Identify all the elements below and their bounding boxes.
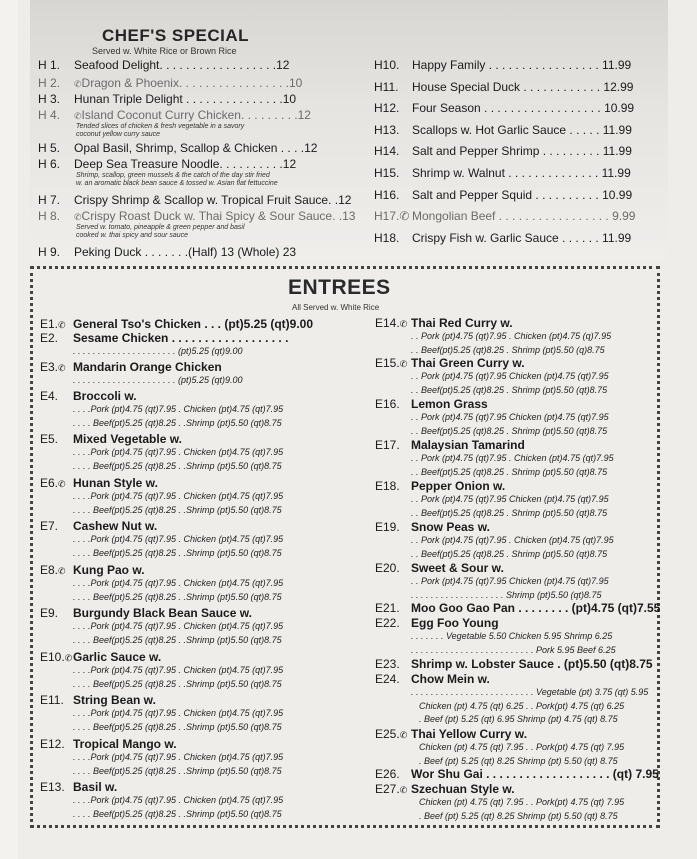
entree-item — [40, 432, 182, 446]
entree-item — [375, 356, 525, 370]
item-code — [375, 561, 411, 575]
price-line: Chicken (pt) 4.75 (qt) 7.95 . . Pork(pt) 4.75 (qt) 7.95 — [419, 742, 625, 752]
item-name: Hunan Style w. — [73, 476, 158, 490]
item-code — [374, 231, 412, 245]
item-name: Opal Basil, Shrimp, Scallop & Chicken . . . .12 — [74, 141, 318, 155]
menu-item — [374, 80, 633, 94]
item-name: Sweet & Sour w. — [411, 561, 504, 575]
item-code-text: E1. — [40, 317, 59, 331]
item-code-text: E2. — [40, 331, 59, 345]
item-code-text: E23. — [375, 657, 400, 671]
menu-item — [374, 144, 632, 158]
item-name: Garlic Sauce w. — [73, 650, 162, 664]
item-code: H 6. — [38, 157, 61, 171]
item-code: H 5. — [38, 141, 61, 155]
entree-item — [375, 520, 490, 534]
item-code — [375, 672, 411, 686]
item-code: H 9. — [38, 245, 61, 259]
item-name: General Tso's Chicken . . . (pt)5.25 (qt)9.00 — [73, 317, 314, 331]
menu-item — [38, 108, 311, 122]
entree-item — [375, 782, 515, 796]
menu-item — [38, 76, 302, 90]
item-code — [40, 563, 73, 577]
item-name: Dragon & Phoenix. . . . . . . . . . . . . . . . .10 — [81, 76, 303, 90]
item-name: Thai Red Curry w. — [411, 316, 513, 330]
item-name: Pepper Onion w. — [411, 479, 506, 493]
item-name: Thai Yellow Curry w. — [411, 727, 528, 741]
price-line: . . Beef(pt)5.25 (qt)8.25 . Shrimp (pt)5.50 (q)8.75 — [411, 344, 605, 355]
item-code-text: E17. — [375, 438, 400, 452]
item-code — [374, 80, 412, 94]
menu-item — [374, 123, 632, 137]
item-code — [375, 767, 411, 781]
item-name: Island Coconut Curry Chicken. . . . . . . . .12 — [81, 108, 311, 122]
price-line: . . . . Beef(pt)5.25 (qt)8.25 . .Shrimp (pt)5.50 (qt)8.75 — [73, 678, 282, 689]
item-code-text: E8. — [40, 563, 59, 577]
item-code — [375, 356, 411, 370]
item-code-text: H14. — [374, 144, 400, 159]
item-name: Burgundy Black Bean Sauce w. — [73, 606, 252, 620]
item-code — [375, 479, 411, 493]
item-code — [375, 520, 411, 534]
chef-special-subtitle: Served w. White Rice or Brown Rice — [92, 46, 237, 56]
item-code — [375, 727, 411, 741]
entree-item — [375, 657, 653, 671]
item-name: Broccoli w. — [73, 389, 137, 403]
price-line: . . . . . . . . . . . . . . . . . . . Shrimp (pt)5.50 (qt)8.75 — [411, 589, 602, 600]
item-code: H 8. — [38, 209, 61, 223]
item-name: Lemon Grass — [411, 397, 488, 411]
item-name: Happy Family . . . . . . . . . . . . . . . . . 11.99 — [412, 58, 632, 72]
item-code-text: H18. — [374, 230, 400, 245]
item-description: cooked w. thai spicy and sour sauce — [76, 232, 189, 239]
spicy-icon: ✆ — [399, 209, 410, 224]
price-line: . . . .Pork (pt)4.75 (qt)7.95 . Chicken (pt)4.75 (qt)7.95 — [73, 447, 284, 457]
price-line: . . . . . . . . . . . . . . . . . . . . . (pt)5.25 (qt)9.00 — [73, 346, 243, 356]
price-line: . . . .Pork (pt)4.75 (qt)7.95 . Chicken (pt)4.75 (qt)7.95 — [73, 708, 284, 718]
menu-item — [38, 245, 296, 259]
item-code-text: E19. — [375, 520, 400, 534]
item-name: Deep Sea Treasure Noodle. . . . . . . . . .12 — [74, 157, 297, 171]
item-code — [40, 389, 73, 403]
item-code — [375, 601, 411, 615]
item-name: Malaysian Tamarind — [411, 438, 525, 452]
item-code — [374, 209, 412, 223]
item-code-text: E22. — [375, 616, 400, 630]
item-code-text: H12. — [374, 101, 400, 116]
item-code-text: E20. — [375, 561, 400, 575]
item-code-text: H13. — [374, 122, 400, 137]
price-line: . . . .Pork (pt)4.75 (qt)7.95 . Chicken (pt)4.75 (qt)7.95 — [73, 491, 284, 501]
menu-item — [374, 188, 632, 202]
item-code-text: E6. — [40, 476, 59, 490]
item-name: Tropical Mango w. — [73, 737, 177, 751]
item-code: H 2. — [38, 76, 61, 90]
item-code-text: E15. — [375, 356, 400, 370]
item-name: Egg Foo Young — [411, 616, 499, 630]
price-line: . . Beef(pt)5.25 (qt)8.25 . Shrimp (pt)5.50 (qt)8.75 — [411, 548, 608, 559]
entrees-title: ENTREES — [288, 276, 391, 299]
price-line: . . . .Pork (pt)4.75 (qt)7.95 . Chicken (pt)4.75 (qt)7.95 — [73, 752, 284, 762]
price-line: . . . . Beef(pt)5.25 (qt)8.25 . .Shrimp (pt)5.50 (qt)8.75 — [73, 591, 282, 602]
spicy-icon: ✆ — [74, 79, 82, 89]
price-line: . . Beef(pt)5.25 (qt)8.25 . Shrimp (pt)5.50 (qt)8.75 — [411, 507, 608, 518]
menu-item — [38, 157, 296, 171]
price-line: Chicken (pt) 4.75 (qt) 6.25 . . Pork(pt) 4.75 (qt) 6.25 — [419, 700, 625, 711]
item-name: Chow Mein w. — [411, 672, 490, 686]
item-code-text: E5. — [40, 432, 59, 446]
menu-item — [374, 101, 634, 115]
item-code-text: E18. — [375, 479, 400, 493]
price-line: . Beef (pt) 5.25 (qt) 8.25 Shrimp (pt) 5.50 (qt) 8.75 — [419, 755, 618, 766]
item-code — [374, 58, 412, 72]
item-code: H 7. — [38, 193, 61, 207]
item-code — [40, 650, 73, 664]
menu-item — [38, 92, 296, 106]
item-code-text: E14. — [375, 316, 400, 330]
menu-item — [374, 58, 631, 72]
item-name: Salt and Pepper Squid . . . . . . . . . . 10.99 — [412, 187, 633, 202]
menu-item — [374, 166, 631, 180]
menu-item — [38, 193, 351, 207]
item-name: Wor Shu Gai . . . . . . . . . . . . . . . . . . . (qt) 7.95 — [411, 767, 659, 781]
price-line: . . Pork (pt)4.75 (qt)7.95 . Chicken (pt)4.75 (qt)7.95 — [411, 453, 614, 463]
spicy-icon: ✆ — [58, 320, 66, 330]
entree-item — [375, 316, 513, 330]
item-name: Scallops w. Hot Garlic Sauce . . . . . 11.99 — [412, 122, 632, 137]
spicy-icon: ✆ — [399, 785, 408, 795]
item-code — [375, 316, 411, 330]
entree-item — [40, 650, 161, 664]
price-line: . . Beef(pt)5.25 (qt)8.25 . Shrimp (pt)5.50 (qt)8.75 — [411, 384, 608, 395]
entree-item — [40, 606, 252, 620]
price-line: . . Pork (pt)4.75 (qt)7.95 . Chicken (pt)4.75 (qt)7.95 — [411, 535, 614, 545]
menu-item — [374, 209, 635, 223]
item-code-text: E26. — [375, 767, 400, 781]
entree-item — [375, 561, 504, 575]
item-code-text: H11. — [374, 79, 399, 94]
item-name: Snow Peas w. — [411, 520, 490, 534]
item-code: H 1. — [38, 58, 61, 72]
entree-item — [40, 476, 158, 490]
item-code — [40, 432, 73, 446]
spicy-icon: ✆ — [74, 212, 82, 222]
item-name: Peking Duck . . . . . . .(Half) 13 (Whole) 23 — [74, 245, 297, 259]
entree-item — [375, 479, 505, 493]
item-code — [374, 188, 412, 202]
item-name: Crispy Fish w. Garlic Sauce . . . . . . 11.99 — [412, 230, 632, 245]
item-description: w. an aromatic black bean sauce & tossed w. Asian flat fettuccine — [76, 180, 278, 187]
item-code-text: E13. — [40, 780, 65, 794]
item-description: Shrimp, scallop, green mussels & the catch of the day stir fried — [76, 172, 270, 179]
price-line: . . . . Beef(pt)5.25 (qt)8.25 . .Shrimp (pt)5.50 (qt)8.75 — [73, 721, 282, 732]
spicy-icon: ✆ — [58, 566, 66, 576]
item-description: Tended slices of chicken & fresh vegetable in a savory — [76, 123, 245, 130]
item-name: Basil w. — [73, 780, 118, 794]
price-line: . . . . Beef(pt)5.25 (qt)8.25 . .Shrimp (pt)5.50 (qt)8.75 — [73, 808, 282, 819]
item-code — [374, 123, 412, 137]
entree-item — [40, 519, 157, 533]
entrees-subtitle: All Served w. White Rice — [292, 303, 380, 312]
price-line: . . . .Pork (pt)4.75 (qt)7.95 . Chicken (pt)4.75 (qt)7.95 — [73, 665, 284, 675]
spicy-icon: ✆ — [58, 479, 66, 489]
item-code — [40, 476, 73, 490]
item-name: Crispy Shrimp & Scallop w. Tropical Fruit Sauce. .12 — [74, 193, 352, 207]
price-line: . . . . Beef(pt)5.25 (qt)8.25 . .Shrimp (pt)5.50 (qt)8.75 — [73, 504, 282, 515]
item-name: Szechuan Style w. — [411, 782, 515, 796]
entree-item — [375, 616, 499, 630]
item-code-text: E24. — [375, 672, 400, 686]
item-name: House Special Duck . . . . . . . . . . . . 12.99 — [412, 79, 634, 94]
chef-special-title: CHEF'S SPECIAL — [102, 26, 250, 45]
item-code-text: E9. — [40, 606, 59, 620]
item-code-text: E4. — [40, 389, 59, 403]
item-code-text: E21. — [375, 601, 400, 615]
entree-item — [375, 672, 490, 686]
price-line: . . Beef(pt)5.25 (qt)8.25 . Shrimp (pt)5.50 (qt)8.75 — [411, 425, 608, 436]
item-name: String Bean w. — [73, 693, 156, 707]
entree-item — [40, 563, 145, 577]
price-line: . . . .Pork (pt)4.75 (qt)7.95 . Chicken (pt)4.75 (qt)7.95 — [73, 795, 284, 805]
item-name: Four Season . . . . . . . . . . . . . . . . . . 10.99 — [412, 101, 635, 116]
price-line: . . . . Beef(pt)5.25 (qt)8.25 . .Shrimp (pt)5.50 (qt)8.75 — [73, 765, 282, 776]
item-code-text: E12. — [40, 737, 65, 751]
spicy-icon: ✆ — [58, 363, 66, 373]
menu-item — [38, 209, 355, 223]
entree-item — [40, 389, 137, 403]
item-code-text: E11. — [40, 693, 64, 707]
item-name: Mixed Vegetable w. — [73, 432, 182, 446]
item-name: Thai Green Curry w. — [411, 356, 525, 370]
entree-item — [40, 331, 288, 345]
entree-item — [40, 360, 222, 374]
item-code-text: E10. — [40, 650, 65, 664]
item-code-text: E3. — [40, 360, 59, 374]
entree-item — [375, 397, 488, 411]
item-code-text: H10. — [374, 58, 400, 72]
price-line: . . Pork (pt)4.75 (qt)7.95 Chicken (pt)4.75 (qt)7.95 — [411, 371, 609, 381]
item-name: Salt and Pepper Shrimp . . . . . . . . . 11.99 — [412, 144, 632, 159]
entree-item — [40, 737, 177, 751]
spicy-icon: ✆ — [64, 653, 73, 663]
spicy-icon: ✆ — [399, 359, 408, 369]
item-code — [375, 397, 411, 411]
price-line: . . Pork (pt)4.75 (qt)7.95 Chicken (pt)4.75 (qt)7.95 — [411, 494, 609, 504]
item-name: Cashew Nut w. — [73, 519, 158, 533]
spicy-icon: ✆ — [74, 111, 82, 121]
item-description: coconut yellow curry sauce — [76, 131, 161, 138]
entree-item — [40, 693, 156, 707]
item-code-text: H15. — [374, 166, 400, 180]
entree-item — [375, 767, 659, 781]
menu-item — [38, 58, 289, 72]
price-line: . . Beef(pt)5.25 (qt)8.25 . Shrimp (pt)5.50 (qt)8.75 — [411, 466, 608, 477]
price-line: . . . .Pork (pt)4.75 (qt)7.95 . Chicken (pt)4.75 (qt)7.95 — [73, 534, 284, 544]
price-line: . . Pork (pt)4.75 (qt)7.95 . Chicken (pt)4.75 (q)7.95 — [411, 331, 612, 341]
price-line: . . . . Beef(pt)5.25 (qt)8.25 . .Shrimp (pt)5.50 (qt)8.75 — [73, 460, 282, 471]
item-code — [40, 519, 73, 533]
item-name: Moo Goo Gao Pan . . . . . . . . (pt)4.75 (qt)7.55 — [411, 601, 661, 615]
entree-item — [40, 780, 117, 794]
price-line: . . . .Pork (pt)4.75 (qt)7.95 . Chicken (pt)4.75 (qt)7.95 — [73, 578, 284, 588]
price-line: . . . . . . . Vegetable 5.50 Chicken 5.95 Shrimp 6.25 — [411, 631, 613, 641]
item-code-text: H17. — [374, 209, 400, 224]
item-code — [40, 317, 73, 331]
item-name: Hunan Triple Delight . . . . . . . . . . . . . . .10 — [74, 92, 297, 106]
price-line: . Beef (pt) 5.25 (qt) 8.25 Shrimp (pt) 5.50 (qt) 8.75 — [419, 810, 618, 821]
price-line: . Beef (pt) 5.25 (qt) 6.95 Shrimp (pt) 4.75 (qt) 8.75 — [419, 714, 618, 724]
price-line: . . . .Pork (pt)4.75 (qt)7.95 . Chicken (pt)4.75 (qt)7.95 — [73, 621, 284, 631]
spicy-icon: ✆ — [399, 730, 408, 740]
item-code-text: E27. — [375, 782, 400, 796]
item-code — [40, 360, 73, 374]
item-code — [375, 657, 411, 671]
price-line: Chicken (pt) 4.75 (qt) 7.95 . . Pork(pt) 4.75 (qt) 7.95 — [419, 797, 625, 807]
item-code — [374, 166, 412, 180]
item-code — [375, 438, 411, 452]
item-code — [375, 782, 411, 796]
entree-item — [40, 317, 313, 331]
price-line: . . . . Beef(pt)5.25 (qt)8.25 . .Shrimp (pt)5.50 (qt)8.75 — [73, 547, 282, 558]
item-name: Mongolian Beef . . . . . . . . . . . . . . . . . 9.99 — [412, 209, 636, 224]
item-code-text: E25. — [375, 727, 400, 741]
price-line: . . . . Beef(pt)5.25 (qt)8.25 . .Shrimp (pt)5.50 (qt)8.75 — [73, 634, 282, 645]
item-name: Shrimp w. Walnut . . . . . . . . . . . . . . 11.99 — [412, 166, 631, 180]
item-name: Shrimp w. Lobster Sauce . (pt)5.50 (qt)8.75 — [411, 657, 653, 671]
entree-item — [375, 601, 660, 615]
price-line: . . . . . . . . . . . . . . . . . . . . . (pt)5.25 (qt)9.00 — [73, 375, 243, 385]
item-name: Kung Pao w. — [73, 563, 145, 577]
menu-item — [38, 141, 317, 155]
price-line: . . . . . . . . . . . . . . . . . . . . . . . . . Pork 5.95 Beef 6.25 — [411, 644, 616, 655]
item-code — [40, 693, 73, 707]
item-code — [374, 144, 412, 158]
entree-item — [375, 727, 527, 741]
item-code-text: E7. — [40, 519, 59, 533]
item-name: Sesame Chicken . . . . . . . . . . . . . . . . . . — [73, 331, 289, 345]
price-line: . . . . Beef(pt)5.25 (qt)8.25 . .Shrimp (pt)5.50 (qt)8.75 — [73, 417, 282, 428]
item-name: Mandarin Orange Chicken — [73, 360, 222, 374]
item-code — [40, 331, 73, 345]
item-code: H 3. — [38, 92, 61, 106]
item-code — [40, 606, 73, 620]
price-line: . . Pork (pt)4.75 (qt)7.95 Chicken (pt)4.75 (qt)7.95 — [411, 412, 609, 422]
price-line: . . . .Pork (pt)4.75 (qt)7.95 . Chicken (pt)4.75 (qt)7.95 — [73, 404, 284, 414]
spicy-icon: ✆ — [399, 319, 408, 329]
item-code-text: E16. — [375, 397, 400, 411]
price-line: . . . . . . . . . . . . . . . . . . . . . . . . . Vegetable (pt) 3.75 (qt) 5.95 — [411, 687, 649, 697]
item-code — [40, 780, 73, 794]
item-code — [40, 737, 73, 751]
item-description: Served w. tomato, pineapple & green pepper and basil — [76, 224, 245, 231]
entree-item — [375, 438, 525, 452]
price-line: . . Pork (pt)4.75 (qt)7.95 Chicken (pt)4.75 (qt)7.95 — [411, 576, 609, 586]
item-code: H 4. — [38, 108, 61, 122]
item-name: Seafood Delight. . . . . . . . . . . . . . . . . .12 — [74, 58, 290, 72]
item-code — [374, 101, 412, 115]
item-code-text: H16. — [374, 187, 400, 202]
menu-item — [374, 231, 631, 245]
item-code — [375, 616, 411, 630]
item-name: Crispy Roast Duck w. Thai Spicy & Sour Sauce. .13 — [81, 209, 356, 223]
